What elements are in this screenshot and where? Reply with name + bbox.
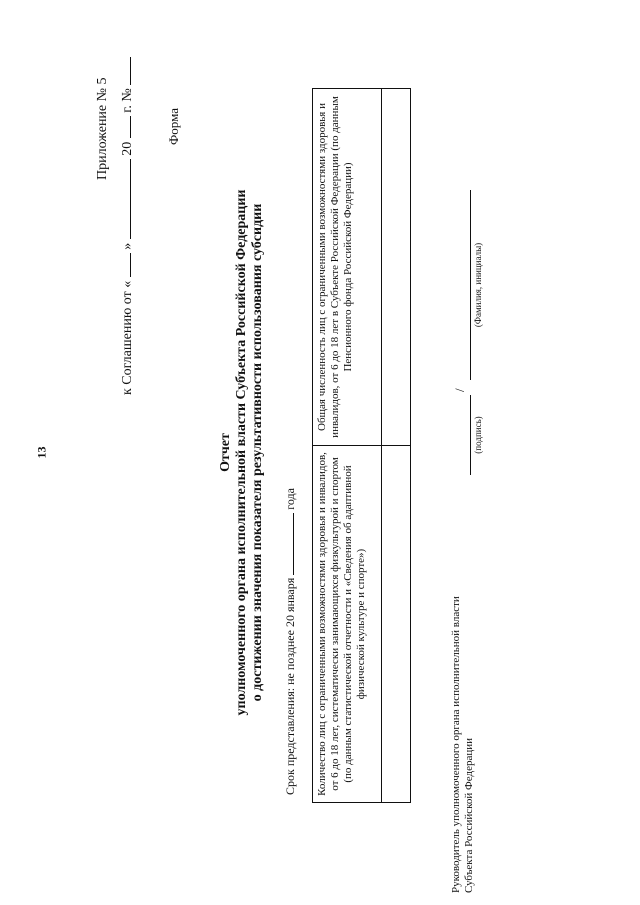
agreement-month-blank bbox=[118, 159, 131, 239]
table-header-row bbox=[313, 89, 382, 803]
signature-head-title bbox=[450, 596, 476, 893]
signature-head-line-2: Субъекта Российской Федерации bbox=[463, 738, 475, 893]
agreement-prefix: к Соглашению от « bbox=[120, 280, 135, 395]
signature-separator: / bbox=[452, 388, 467, 392]
table-row bbox=[382, 89, 411, 803]
appendix-title: Приложение № 5 bbox=[95, 77, 110, 180]
report-title bbox=[218, 0, 266, 905]
agreement-year-blank bbox=[118, 116, 131, 138]
agreement-day-blank bbox=[118, 253, 131, 277]
column-header-total-population: Общая численность лиц с ограниченными возможностями здоровья и инвалидов, от 6 до 18 лет в Субъекте Российской Федерации (по данным Пенсионного фонда Российской Федерации) bbox=[313, 89, 382, 446]
value-cell-participants bbox=[382, 446, 411, 803]
deadline-year-blank bbox=[283, 513, 294, 575]
signature-line bbox=[470, 395, 471, 475]
agreement-quote-close: » bbox=[120, 242, 135, 250]
name-caption: (Фамилия, инициалы) bbox=[473, 242, 483, 328]
signature-caption: (подпись) bbox=[473, 416, 483, 454]
deadline-prefix: Срок представления: не позднее 20 января bbox=[283, 577, 297, 795]
value-cell-total-population bbox=[382, 89, 411, 446]
agreement-reference bbox=[118, 57, 136, 395]
title-line-1: Отчет bbox=[218, 433, 233, 472]
report-table bbox=[312, 88, 411, 803]
title-line-3: о достижении значения показателя результативности использования субсидии bbox=[250, 203, 265, 702]
signature-head-line-1: Руководитель уполномоченного органа исполнительной власти bbox=[450, 596, 462, 893]
agreement-number-blank bbox=[118, 57, 131, 85]
title-line-2: уполномоченного органа исполнительной власти Субъекта Российской Федерации bbox=[234, 189, 249, 716]
agreement-year-prefix: 20 bbox=[120, 141, 135, 156]
deadline-suffix: года bbox=[283, 488, 297, 510]
submission-deadline bbox=[283, 488, 298, 795]
page-number: 13 bbox=[34, 446, 49, 459]
column-header-participants: Количество лиц с ограниченными возможностями здоровья и инвалидов, от 6 до 18 лет, систематически занимающихся физкультурой и спортом (по данным статистической отчетности и «Сведения об адаптивной физической культуре и спорте») bbox=[313, 446, 382, 803]
agreement-number-label: г. № bbox=[120, 88, 135, 113]
form-label: Форма bbox=[166, 108, 181, 145]
name-line bbox=[470, 190, 471, 380]
